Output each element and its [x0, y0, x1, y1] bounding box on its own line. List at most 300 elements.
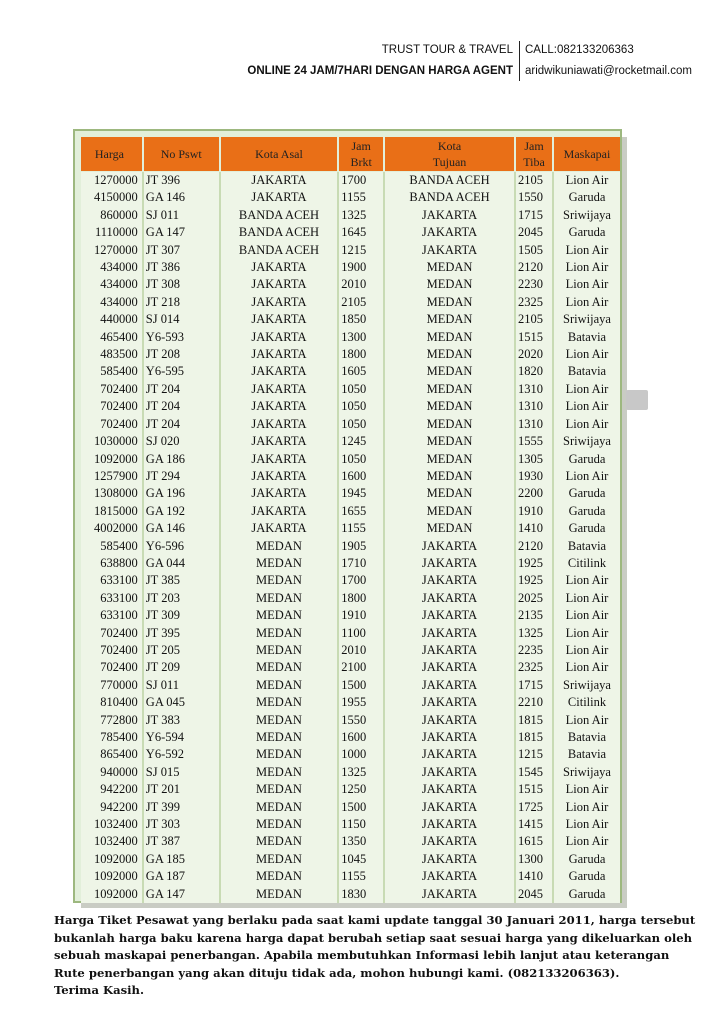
- cell-maskapai: Lion Air: [554, 816, 620, 833]
- cell-kota-asal: JAKARTA: [221, 346, 340, 363]
- cell-kota-asal: MEDAN: [221, 642, 340, 659]
- col-header-maskapai: Maskapai: [554, 137, 620, 172]
- table-row: [81, 485, 620, 502]
- cell-kota-asal: MEDAN: [221, 851, 340, 868]
- table-row: [81, 276, 620, 293]
- contact-block: [525, 40, 692, 82]
- cell-maskapai: Sriwijaya: [554, 677, 620, 694]
- col-header-jam-brkt-line2: Brkt: [350, 155, 372, 169]
- cell-harga: 1270000: [81, 242, 144, 259]
- cell-jam-tiba: 1310: [516, 416, 554, 433]
- ticket-table: [81, 137, 620, 903]
- cell-maskapai: Garuda: [554, 451, 620, 468]
- cell-jam-tiba: 1555: [516, 433, 554, 450]
- cell-no-pswt: Y6-595: [144, 363, 221, 380]
- cell-no-pswt: JT 209: [144, 659, 221, 676]
- cell-harga: 942200: [81, 781, 144, 798]
- col-header-jam-tiba: [516, 137, 554, 172]
- table-row: [81, 746, 620, 763]
- cell-jam-brkt: 1830: [339, 886, 385, 903]
- col-header-jam-brkt: [339, 137, 385, 172]
- cell-jam-tiba: 2045: [516, 224, 554, 241]
- cell-harga: 633100: [81, 590, 144, 607]
- cell-maskapai: Garuda: [554, 868, 620, 885]
- table-row: [81, 572, 620, 589]
- cell-no-pswt: GA 196: [144, 485, 221, 502]
- cell-no-pswt: JT 201: [144, 781, 221, 798]
- cell-maskapai: Sriwijaya: [554, 433, 620, 450]
- table-row: [81, 642, 620, 659]
- table-row: [81, 833, 620, 850]
- table-row: [81, 468, 620, 485]
- cell-kota-asal: MEDAN: [221, 799, 340, 816]
- cell-kota-asal: JAKARTA: [221, 451, 340, 468]
- table-row: [81, 555, 620, 572]
- cell-no-pswt: GA 146: [144, 189, 221, 206]
- cell-no-pswt: JT 309: [144, 607, 221, 624]
- cell-kota-asal: MEDAN: [221, 764, 340, 781]
- cell-kota-tujuan: MEDAN: [385, 363, 516, 380]
- cell-jam-tiba: 1410: [516, 520, 554, 537]
- cell-no-pswt: GA 192: [144, 503, 221, 520]
- table-row: [81, 346, 620, 363]
- table-row: [81, 816, 620, 833]
- cell-maskapai: Batavia: [554, 329, 620, 346]
- cell-jam-brkt: 1050: [339, 398, 385, 415]
- cell-harga: 770000: [81, 677, 144, 694]
- table-row: [81, 538, 620, 555]
- table-row: [81, 694, 620, 711]
- cell-jam-brkt: 1500: [339, 799, 385, 816]
- table-body: [81, 172, 620, 903]
- cell-kota-asal: JAKARTA: [221, 259, 340, 276]
- table-row: [81, 259, 620, 276]
- cell-maskapai: Lion Air: [554, 468, 620, 485]
- cell-harga: 434000: [81, 294, 144, 311]
- cell-kota-tujuan: JAKARTA: [385, 799, 516, 816]
- cell-harga: 1092000: [81, 886, 144, 903]
- cell-jam-tiba: 1305: [516, 451, 554, 468]
- cell-kota-tujuan: MEDAN: [385, 294, 516, 311]
- cell-jam-tiba: 1930: [516, 468, 554, 485]
- cell-kota-asal: JAKARTA: [221, 189, 340, 206]
- cell-maskapai: Lion Air: [554, 590, 620, 607]
- cell-kota-asal: MEDAN: [221, 659, 340, 676]
- cell-harga: 702400: [81, 659, 144, 676]
- cell-harga: 633100: [81, 607, 144, 624]
- cell-jam-brkt: 1710: [339, 555, 385, 572]
- cell-kota-asal: MEDAN: [221, 625, 340, 642]
- cell-jam-tiba: 1215: [516, 746, 554, 763]
- cell-no-pswt: SJ 014: [144, 311, 221, 328]
- cell-harga: 702400: [81, 625, 144, 642]
- cell-kota-tujuan: JAKARTA: [385, 712, 516, 729]
- cell-maskapai: Citilink: [554, 555, 620, 572]
- cell-kota-tujuan: MEDAN: [385, 346, 516, 363]
- cell-jam-tiba: 1925: [516, 572, 554, 589]
- cell-maskapai: Lion Air: [554, 625, 620, 642]
- cell-kota-asal: MEDAN: [221, 677, 340, 694]
- cell-harga: 810400: [81, 694, 144, 711]
- cell-no-pswt: GA 147: [144, 224, 221, 241]
- cell-no-pswt: GA 185: [144, 851, 221, 868]
- cell-harga: 1030000: [81, 433, 144, 450]
- agency-block: [247, 40, 513, 82]
- cell-kota-asal: MEDAN: [221, 886, 340, 903]
- cell-kota-asal: JAKARTA: [221, 294, 340, 311]
- cell-no-pswt: JT 396: [144, 172, 221, 189]
- cell-no-pswt: JT 303: [144, 816, 221, 833]
- table-row: [81, 433, 620, 450]
- cell-jam-brkt: 1000: [339, 746, 385, 763]
- cell-harga: 434000: [81, 276, 144, 293]
- table-row: [81, 294, 620, 311]
- cell-kota-tujuan: JAKARTA: [385, 242, 516, 259]
- table-row: [81, 189, 620, 206]
- cell-jam-brkt: 1905: [339, 538, 385, 555]
- cell-harga: 942200: [81, 799, 144, 816]
- cell-kota-tujuan: BANDA ACEH: [385, 172, 516, 189]
- cell-jam-tiba: 2045: [516, 886, 554, 903]
- cell-kota-asal: JAKARTA: [221, 329, 340, 346]
- table-header-row: [81, 137, 620, 172]
- cell-jam-brkt: 1050: [339, 381, 385, 398]
- cell-no-pswt: Y6-593: [144, 329, 221, 346]
- page-header: [218, 40, 718, 82]
- cell-jam-brkt: 1700: [339, 172, 385, 189]
- cell-maskapai: Garuda: [554, 503, 620, 520]
- cell-kota-tujuan: JAKARTA: [385, 607, 516, 624]
- cell-harga: 633100: [81, 572, 144, 589]
- table-row: [81, 868, 620, 885]
- cell-harga: 772800: [81, 712, 144, 729]
- cell-maskapai: Lion Air: [554, 172, 620, 189]
- cell-jam-tiba: 2235: [516, 642, 554, 659]
- cell-kota-tujuan: MEDAN: [385, 433, 516, 450]
- cell-jam-tiba: 1820: [516, 363, 554, 380]
- contact-email: aridwikuniawati@rocketmail.com: [525, 65, 692, 77]
- cell-jam-brkt: 1300: [339, 329, 385, 346]
- cell-jam-tiba: 2210: [516, 694, 554, 711]
- cell-kota-asal: MEDAN: [221, 572, 340, 589]
- col-header-jam-tiba-line1: Jam: [524, 139, 544, 153]
- decorative-square: [626, 390, 648, 410]
- cell-kota-tujuan: JAKARTA: [385, 851, 516, 868]
- cell-jam-tiba: 2105: [516, 311, 554, 328]
- cell-kota-asal: MEDAN: [221, 868, 340, 885]
- cell-harga: 434000: [81, 259, 144, 276]
- cell-kota-tujuan: JAKARTA: [385, 764, 516, 781]
- cell-jam-brkt: 1645: [339, 224, 385, 241]
- cell-kota-tujuan: JAKARTA: [385, 538, 516, 555]
- cell-maskapai: Citilink: [554, 694, 620, 711]
- cell-jam-tiba: 2120: [516, 259, 554, 276]
- cell-jam-tiba: 2025: [516, 590, 554, 607]
- footer-line-3: sebuah maskapai penerbangan. Apabila membutuhkan Informasi lebih lanjut atau keterangan: [54, 948, 670, 962]
- cell-kota-asal: MEDAN: [221, 555, 340, 572]
- col-header-kota-tujuan: [385, 137, 516, 172]
- cell-jam-tiba: 1505: [516, 242, 554, 259]
- cell-kota-tujuan: MEDAN: [385, 468, 516, 485]
- frame-shadow-bottom: [81, 903, 627, 908]
- cell-jam-tiba: 1545: [516, 764, 554, 781]
- cell-jam-tiba: 1815: [516, 729, 554, 746]
- cell-jam-brkt: 2010: [339, 642, 385, 659]
- cell-jam-brkt: 1100: [339, 625, 385, 642]
- table-row: [81, 799, 620, 816]
- cell-kota-asal: MEDAN: [221, 607, 340, 624]
- cell-jam-tiba: 2200: [516, 485, 554, 502]
- cell-no-pswt: GA 045: [144, 694, 221, 711]
- cell-harga: 865400: [81, 746, 144, 763]
- cell-jam-brkt: 1350: [339, 833, 385, 850]
- table-row: [81, 172, 620, 189]
- table-row: [81, 242, 620, 259]
- cell-jam-tiba: 2105: [516, 172, 554, 189]
- cell-kota-tujuan: MEDAN: [385, 451, 516, 468]
- cell-harga: 702400: [81, 381, 144, 398]
- cell-maskapai: Lion Air: [554, 259, 620, 276]
- cell-jam-brkt: 1325: [339, 207, 385, 224]
- cell-maskapai: Lion Air: [554, 398, 620, 415]
- cell-no-pswt: SJ 020: [144, 433, 221, 450]
- cell-kota-asal: MEDAN: [221, 538, 340, 555]
- cell-jam-brkt: 1050: [339, 416, 385, 433]
- cell-jam-tiba: 1725: [516, 799, 554, 816]
- cell-harga: 440000: [81, 311, 144, 328]
- cell-no-pswt: JT 204: [144, 416, 221, 433]
- cell-no-pswt: GA 186: [144, 451, 221, 468]
- cell-harga: 1092000: [81, 851, 144, 868]
- cell-kota-tujuan: MEDAN: [385, 520, 516, 537]
- cell-harga: 483500: [81, 346, 144, 363]
- table-row: [81, 607, 620, 624]
- cell-kota-asal: JAKARTA: [221, 520, 340, 537]
- cell-no-pswt: JT 307: [144, 242, 221, 259]
- cell-no-pswt: Y6-594: [144, 729, 221, 746]
- cell-jam-brkt: 1550: [339, 712, 385, 729]
- cell-jam-tiba: 1410: [516, 868, 554, 885]
- cell-kota-asal: JAKARTA: [221, 468, 340, 485]
- cell-maskapai: Lion Air: [554, 607, 620, 624]
- cell-jam-brkt: 1800: [339, 346, 385, 363]
- cell-jam-brkt: 1155: [339, 520, 385, 537]
- footer-line-1: Harga Tiket Pesawat yang berlaku pada saat kami update tanggal 30 Januari 2011, harga tersebut: [54, 913, 696, 927]
- cell-maskapai: Batavia: [554, 746, 620, 763]
- cell-maskapai: Garuda: [554, 886, 620, 903]
- cell-harga: 1308000: [81, 485, 144, 502]
- cell-kota-tujuan: JAKARTA: [385, 868, 516, 885]
- cell-no-pswt: JT 385: [144, 572, 221, 589]
- cell-no-pswt: GA 146: [144, 520, 221, 537]
- cell-no-pswt: JT 204: [144, 398, 221, 415]
- cell-maskapai: Lion Air: [554, 572, 620, 589]
- cell-no-pswt: JT 204: [144, 381, 221, 398]
- agency-tagline: ONLINE 24 JAM/7HARI DENGAN HARGA AGENT: [247, 65, 513, 77]
- cell-harga: 860000: [81, 207, 144, 224]
- table-row: [81, 625, 620, 642]
- cell-kota-tujuan: BANDA ACEH: [385, 189, 516, 206]
- cell-maskapai: Lion Air: [554, 642, 620, 659]
- cell-kota-tujuan: JAKARTA: [385, 677, 516, 694]
- cell-jam-brkt: 1155: [339, 189, 385, 206]
- cell-maskapai: Garuda: [554, 189, 620, 206]
- cell-no-pswt: JT 203: [144, 590, 221, 607]
- cell-jam-brkt: 1500: [339, 677, 385, 694]
- cell-maskapai: Lion Air: [554, 381, 620, 398]
- cell-no-pswt: JT 208: [144, 346, 221, 363]
- cell-jam-brkt: 1050: [339, 451, 385, 468]
- ticket-table-frame: [73, 129, 622, 903]
- cell-jam-tiba: 1910: [516, 503, 554, 520]
- cell-kota-asal: MEDAN: [221, 781, 340, 798]
- cell-jam-tiba: 2135: [516, 607, 554, 624]
- cell-no-pswt: SJ 011: [144, 207, 221, 224]
- table-row: [81, 207, 620, 224]
- cell-kota-asal: BANDA ACEH: [221, 242, 340, 259]
- cell-harga: 1110000: [81, 224, 144, 241]
- cell-maskapai: Garuda: [554, 485, 620, 502]
- cell-jam-brkt: 1850: [339, 311, 385, 328]
- cell-maskapai: Sriwijaya: [554, 311, 620, 328]
- cell-maskapai: Batavia: [554, 538, 620, 555]
- cell-harga: 940000: [81, 764, 144, 781]
- cell-kota-tujuan: JAKARTA: [385, 729, 516, 746]
- cell-harga: 585400: [81, 363, 144, 380]
- cell-jam-tiba: 1515: [516, 329, 554, 346]
- cell-maskapai: Lion Air: [554, 346, 620, 363]
- cell-jam-brkt: 2010: [339, 276, 385, 293]
- table-row: [81, 416, 620, 433]
- cell-jam-tiba: 2120: [516, 538, 554, 555]
- cell-jam-brkt: 1955: [339, 694, 385, 711]
- cell-jam-tiba: 1300: [516, 851, 554, 868]
- cell-kota-tujuan: JAKARTA: [385, 746, 516, 763]
- cell-harga: 1092000: [81, 451, 144, 468]
- cell-no-pswt: SJ 011: [144, 677, 221, 694]
- col-header-no-pswt: No Pswt: [144, 137, 221, 172]
- col-header-kota-tujuan-line1: Kota: [437, 139, 462, 153]
- table-row: [81, 503, 620, 520]
- cell-harga: 1270000: [81, 172, 144, 189]
- col-header-kota-asal: Kota Asal: [221, 137, 340, 172]
- cell-jam-tiba: 1310: [516, 398, 554, 415]
- cell-kota-tujuan: MEDAN: [385, 276, 516, 293]
- cell-jam-tiba: 1925: [516, 555, 554, 572]
- cell-kota-asal: JAKARTA: [221, 381, 340, 398]
- cell-kota-tujuan: JAKARTA: [385, 816, 516, 833]
- cell-no-pswt: JT 399: [144, 799, 221, 816]
- agency-name: TRUST TOUR & TRAVEL: [381, 44, 513, 56]
- footer-line-2: bukanlah harga baku karena harga dapat berubah setiap saat sesuai harga yang dikeluarkan oleh: [54, 930, 693, 945]
- cell-jam-brkt: 1150: [339, 816, 385, 833]
- table-row: [81, 677, 620, 694]
- cell-kota-asal: JAKARTA: [221, 311, 340, 328]
- cell-jam-brkt: 1245: [339, 433, 385, 450]
- cell-harga: 1092000: [81, 868, 144, 885]
- cell-maskapai: Sriwijaya: [554, 764, 620, 781]
- cell-no-pswt: GA 147: [144, 886, 221, 903]
- footer-note: [54, 912, 724, 1000]
- contact-phone: CALL:082133206363: [525, 44, 634, 56]
- cell-jam-tiba: 1325: [516, 625, 554, 642]
- cell-kota-tujuan: JAKARTA: [385, 694, 516, 711]
- cell-harga: 638800: [81, 555, 144, 572]
- col-header-jam-brkt-line1: Jam: [351, 139, 371, 153]
- cell-jam-tiba: 1515: [516, 781, 554, 798]
- cell-no-pswt: JT 205: [144, 642, 221, 659]
- cell-jam-tiba: 2325: [516, 659, 554, 676]
- table-row: [81, 851, 620, 868]
- cell-kota-asal: BANDA ACEH: [221, 207, 340, 224]
- cell-jam-tiba: 1415: [516, 816, 554, 833]
- cell-kota-asal: JAKARTA: [221, 276, 340, 293]
- cell-harga: 1815000: [81, 503, 144, 520]
- cell-harga: 585400: [81, 538, 144, 555]
- cell-no-pswt: JT 218: [144, 294, 221, 311]
- cell-no-pswt: JT 383: [144, 712, 221, 729]
- cell-harga: 702400: [81, 642, 144, 659]
- cell-maskapai: Lion Air: [554, 781, 620, 798]
- cell-kota-tujuan: MEDAN: [385, 416, 516, 433]
- cell-no-pswt: SJ 015: [144, 764, 221, 781]
- cell-harga: 4150000: [81, 189, 144, 206]
- table-row: [81, 224, 620, 241]
- cell-kota-asal: MEDAN: [221, 816, 340, 833]
- cell-kota-asal: JAKARTA: [221, 172, 340, 189]
- header-divider: [519, 41, 520, 81]
- cell-jam-brkt: 2100: [339, 659, 385, 676]
- cell-maskapai: Garuda: [554, 224, 620, 241]
- table-row: [81, 363, 620, 380]
- cell-jam-brkt: 1800: [339, 590, 385, 607]
- table-row: [81, 451, 620, 468]
- cell-jam-brkt: 1045: [339, 851, 385, 868]
- cell-kota-asal: JAKARTA: [221, 398, 340, 415]
- cell-harga: 465400: [81, 329, 144, 346]
- cell-jam-brkt: 1600: [339, 468, 385, 485]
- cell-jam-tiba: 2325: [516, 294, 554, 311]
- cell-kota-tujuan: JAKARTA: [385, 572, 516, 589]
- cell-kota-tujuan: JAKARTA: [385, 224, 516, 241]
- cell-harga: 702400: [81, 398, 144, 415]
- cell-kota-tujuan: MEDAN: [385, 329, 516, 346]
- col-header-jam-tiba-line2: Tiba: [523, 155, 545, 169]
- cell-kota-tujuan: JAKARTA: [385, 886, 516, 903]
- table-row: [81, 764, 620, 781]
- cell-no-pswt: JT 294: [144, 468, 221, 485]
- footer-line-4: Rute penerbangan yang akan dituju tidak ada, mohon hubungi kami. (082133206363).: [54, 965, 620, 980]
- cell-harga: 1032400: [81, 816, 144, 833]
- cell-maskapai: Lion Air: [554, 833, 620, 850]
- cell-kota-tujuan: JAKARTA: [385, 659, 516, 676]
- cell-kota-asal: MEDAN: [221, 694, 340, 711]
- table-row: [81, 712, 620, 729]
- cell-jam-tiba: 1715: [516, 207, 554, 224]
- col-header-kota-tujuan-line2: Tujuan: [432, 155, 467, 169]
- cell-kota-asal: MEDAN: [221, 833, 340, 850]
- cell-jam-tiba: 2230: [516, 276, 554, 293]
- cell-jam-brkt: 1900: [339, 259, 385, 276]
- cell-kota-asal: MEDAN: [221, 712, 340, 729]
- cell-kota-tujuan: JAKARTA: [385, 590, 516, 607]
- table-row: [81, 729, 620, 746]
- cell-kota-tujuan: MEDAN: [385, 503, 516, 520]
- cell-harga: 702400: [81, 416, 144, 433]
- cell-kota-asal: JAKARTA: [221, 363, 340, 380]
- cell-kota-asal: MEDAN: [221, 590, 340, 607]
- cell-maskapai: Garuda: [554, 851, 620, 868]
